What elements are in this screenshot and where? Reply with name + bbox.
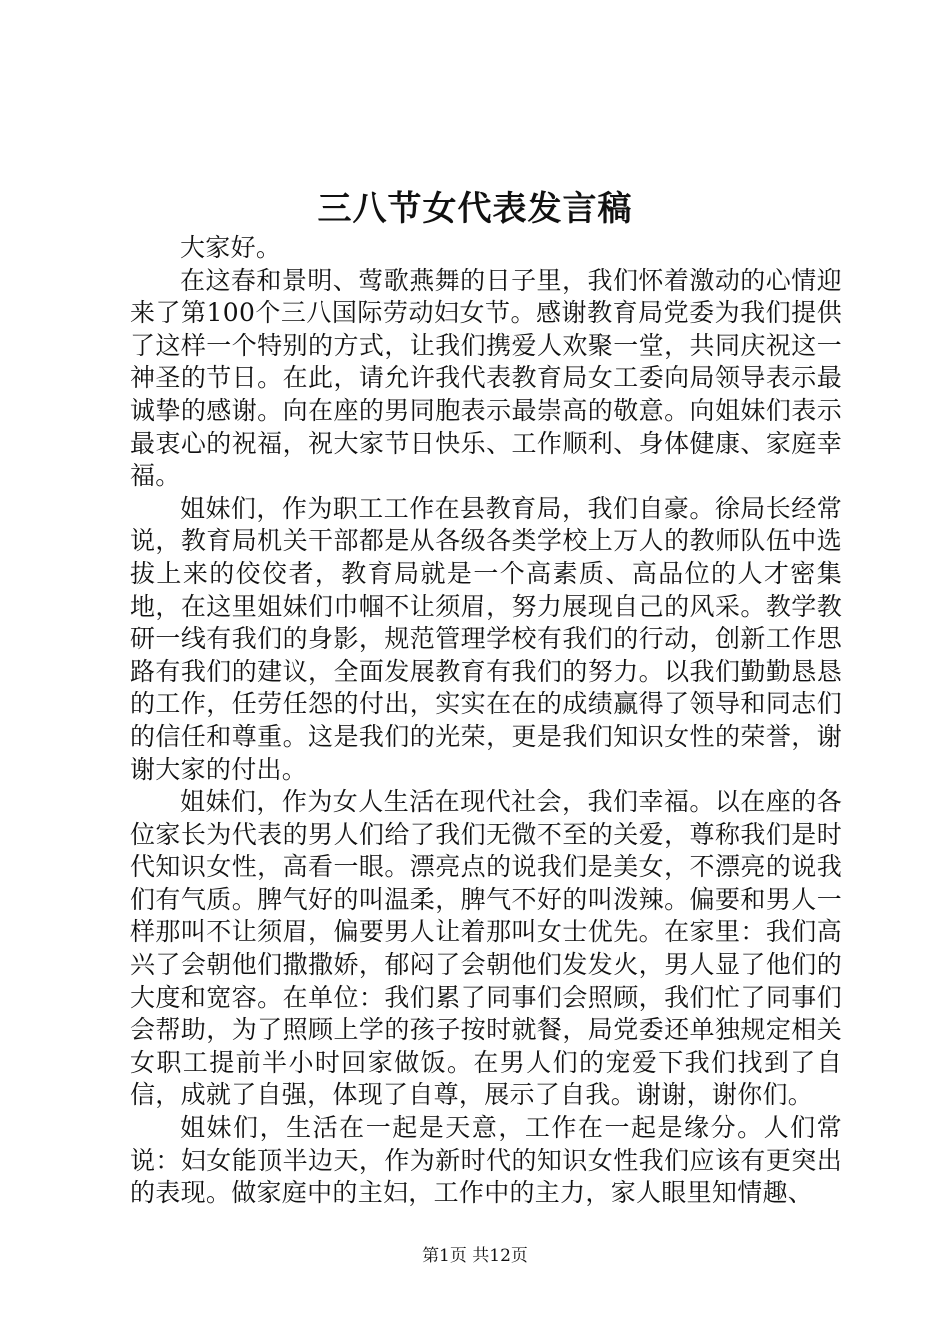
paragraph-3: 姐妹们，作为女人生活在现代社会，我们幸福。以在座的各位家长为代表的男人们给了我们无微不至的关爱，尊称我们是时代知识女性，高看一眼。漂亮点的说我们是美女，不漂亮的说我们有气质。脾气好的叫温柔，脾气不好的叫泼辣。偏要和男人一样那叫不让须眉，偏要男人让着那叫女士优先。在家里：我们高兴了会朝他们撒撒娇，郁闷了会朝他们发发火，男人显了他们的大度和宽容。在单位：我们累了同事们会照顾，我们忙了同事们会帮助，为了照顾上学的孩子按时就餐，局党委还单独规定相关女职工提前半小时回家做饭。在男人们的宠爱下我们找到了自信，成就了自强，体现了自尊，展示了自我。谢谢，谢你们。 (130, 787, 842, 1110)
page-number-footer: 第1页 共12页 (422, 1246, 528, 1266)
document-title: 三八节女代表发言稿 (317, 189, 633, 229)
paragraph-4: 姐妹们，生活在一起是天意，工作在一起是缘分。人们常说：妇女能顶半边天，作为新时代的知识女性我们应该有更突出的表现。做家庭中的主妇，工作中的主力，家人眼里知情趣、 (130, 1113, 842, 1208)
paragraph-2: 姐妹们，作为职工工作在县教育局，我们自豪。徐局长经常说，教育局机关干部都是从各级各类学校上万人的教师队伍中选拔上来的佼佼者，教育局就是一个高素质、高品位的人才密集地，在这里姐妹们巾帼不让须眉，努力展现自己的风采。教学教研一线有我们的身影，规范管理学校有我们的行动，创新工作思路有我们的建议，全面发展教育有我们的努力。以我们勤勤恳恳的工作，任劳任怨的付出，实实在在的成绩赢得了领导和同志们的信任和尊重。这是我们的光荣，更是我们知识女性的荣誉，谢谢大家的付出。 (130, 493, 842, 784)
paragraph-1: 在这春和景明、莺歌燕舞的日子里，我们怀着激动的心情迎来了第100个三八国际劳动妇女节。感谢教育局党委为我们提供了这样一个特别的方式，让我们携爱人欢聚一堂，共同庆祝这一神圣的节日。在此，请允许我代表教育局女工委向局领导表示最诚挚的感谢。向在座的男同胞表示最崇高的敬意。向姐妹们表示最衷心的祝福，祝大家节日快乐、工作顺利、身体健康、家庭幸福。 (130, 265, 842, 491)
document-body (130, 232, 842, 1210)
paragraph-greeting: 大家好。 (180, 233, 282, 262)
